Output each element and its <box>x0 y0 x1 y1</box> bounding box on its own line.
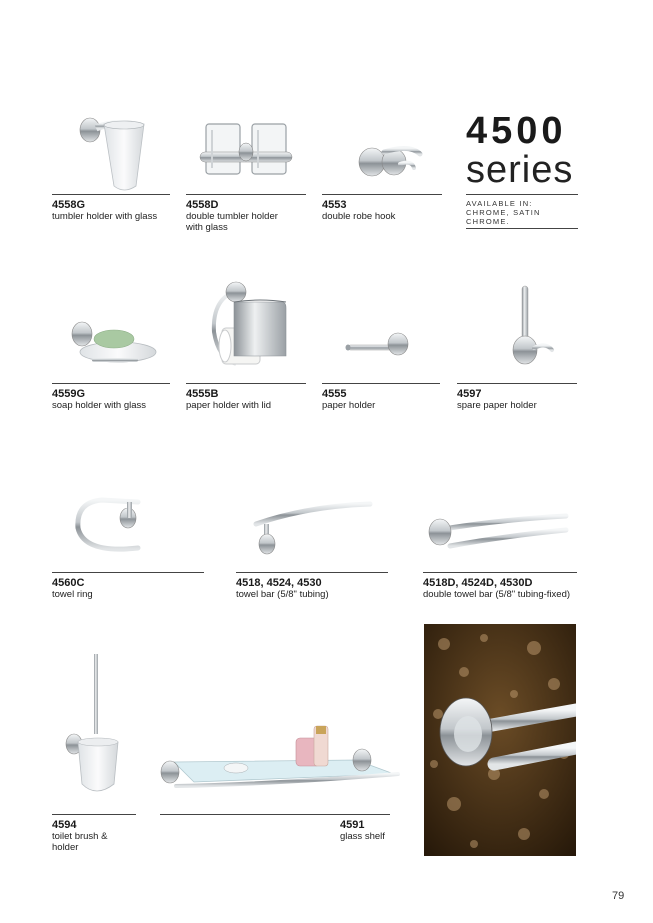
product-item <box>423 572 577 600</box>
product-description: with glass <box>186 222 228 233</box>
product-code: 4559G <box>52 388 86 400</box>
robe-hook-icon <box>352 140 426 180</box>
tumbler-holder-icon <box>70 108 160 194</box>
product-item <box>52 814 136 853</box>
product-code: 4518D, 4524D, 4530D <box>423 577 533 589</box>
product-description: paper holder with lid <box>186 400 272 411</box>
product-description: paper holder <box>322 400 376 411</box>
divider <box>160 814 390 815</box>
product-code: 4594 <box>52 819 77 831</box>
product-item <box>160 814 390 842</box>
product-description: toilet brush & holder <box>52 831 108 853</box>
series-word: series <box>466 149 574 191</box>
product-code: 4597 <box>457 388 482 400</box>
product-code: 4518, 4524, 4530 <box>236 577 322 589</box>
spare-paper-holder-icon <box>500 284 560 370</box>
product-item <box>52 383 170 411</box>
product-description: spare paper holder <box>457 400 537 411</box>
series-block <box>466 112 578 229</box>
product-description: glass shelf <box>340 831 385 842</box>
product-code: 4558D <box>186 199 219 211</box>
product-description: double towel bar (5/8" tubing-fixed) <box>423 589 571 600</box>
product-item <box>457 383 577 411</box>
divider <box>186 383 306 384</box>
product-item <box>186 383 306 411</box>
product-code: 4560C <box>52 577 85 589</box>
towel-bar-icon <box>248 492 374 558</box>
series-number: 4500 <box>466 110 567 152</box>
divider <box>457 383 577 384</box>
toilet-brush-icon <box>64 652 128 800</box>
product-item <box>322 194 442 222</box>
towel-ring-icon <box>72 488 152 564</box>
product-description: double tumbler holder <box>186 211 278 222</box>
divider <box>52 383 170 384</box>
page-number: 79 <box>612 890 625 902</box>
double-towel-bar-icon <box>424 506 570 558</box>
product-item <box>236 572 388 600</box>
double-tumbler-holder-icon <box>198 118 296 182</box>
divider <box>322 383 440 384</box>
product-description: soap holder with glass <box>52 400 146 411</box>
product-code: 4555B <box>186 388 219 400</box>
product-description: double robe hook <box>322 211 396 222</box>
product-item <box>322 383 440 411</box>
product-item <box>52 572 204 600</box>
paper-holder-icon <box>344 330 424 360</box>
soap-holder-icon <box>66 316 162 368</box>
product-code: 4555 <box>322 388 347 400</box>
product-description: towel ring <box>52 589 93 600</box>
product-code: 4591 <box>340 819 365 831</box>
product-code: 4553 <box>322 199 347 211</box>
divider <box>186 194 306 195</box>
divider <box>322 194 442 195</box>
divider <box>236 572 388 573</box>
divider <box>423 572 577 573</box>
product-item <box>52 194 170 222</box>
product-item <box>186 194 306 233</box>
product-description: towel bar (5/8" tubing) <box>236 589 329 600</box>
divider <box>466 194 578 195</box>
divider <box>52 572 204 573</box>
product-code: 4558G <box>52 199 86 211</box>
availability-text: AVAILABLE IN: CHROME, SATIN CHROME. <box>466 199 541 226</box>
divider <box>52 194 170 195</box>
paper-holder-lid-icon <box>208 280 296 376</box>
divider <box>52 814 136 815</box>
product-photo <box>424 624 576 856</box>
glass-shelf-icon <box>156 724 402 794</box>
divider <box>466 228 578 229</box>
product-description: tumbler holder with glass <box>52 211 158 222</box>
